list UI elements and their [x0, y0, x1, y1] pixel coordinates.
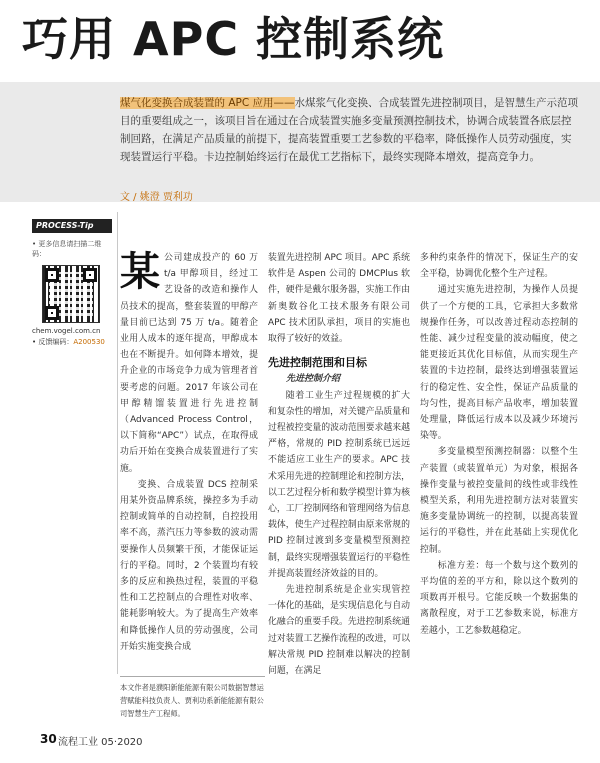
column-1: [120, 250, 258, 655]
process-tip-box: [32, 219, 112, 347]
col1-paragraph-1: 公司建成投产的 60 万 t/a 甲醇项目，经过工艺设备的改造和操作人员技术的提高，整套装置的甲醇产量目前已达到 75 万 t/a。随着企业用人成本的逐年提高，甲醇成本也在不断提升。如何降本增效，提升企业的市场竞争力成为管理者首要考虑的问题。2017 年该公司在甲醇精馏装置进行先进控制（Advanced Process Control，以下简称“APC”）试点，在取得成功后开始在变换合成装置进行了实施。: [120, 253, 258, 474]
article-title: 巧用 APC 控制系统: [22, 12, 445, 66]
byline: 文 / 姚澄 贾利功: [120, 192, 193, 203]
col2-paragraph-2: 随着工业生产过程规模的扩大和复杂性的增加，对关键产品质量和过程被控变量的波动范围要求越来越严格，常规的 PID 控制系统已远远不能适应工业生产的要求。APC 技术采用先进的控制理论和控制方法，以工艺过程分析和数学模型计算为核心，工厂控制网络和管理网络为信息载体，使生产过程控制由原来常规的 PID 控制过渡到多变量模型预测控制，最终实现增强装置运行的平稳性并提高装置经济效益的目的。: [268, 390, 410, 579]
tip-code-label: • 反馈编码：: [32, 338, 74, 346]
tip-code-value: A200530: [73, 338, 105, 346]
subsection-heading: 先进控制介绍: [286, 374, 341, 385]
column-divider-left: [117, 212, 118, 674]
dropcap: 某: [120, 249, 160, 295]
column-2: [268, 250, 410, 679]
author-footnote: 本文作者是濮阳新能能源有限公司数据智慧运营赋能科技负责人、贾利功系新能能源有限公司智慧生产工程师。: [120, 676, 265, 720]
col3-paragraph-3: 多变量模型预测控制器：以整个生产装置（或装置单元）为对象，根据各操作变量与被控变量间的线性或非线性模型关系，利用先进控制方法对装置实施多变量协调统一的控制，以提高装置运行的平稳性，并在此基础上实现优化控制。: [420, 447, 578, 555]
section-heading: 先进控制范围和目标: [268, 356, 367, 370]
abstract: [120, 94, 580, 166]
qr-code-icon[interactable]: [42, 265, 100, 323]
col3-paragraph-2: 通过实施先进控制，为操作人员提供了一个方便的工具，它承担大多数常规操作任务，可以改善过程动态控制的性能、减少过程变量的波动幅度，使之能更接近其优化目标值，从而实现生产装置的卡边控制，最终达到增强装置运行的稳定性、安全性，保证产品质量的均匀性，提高目标产品收率，增加装置处理量，降低运行成本以及减少环境污染等。: [420, 285, 578, 442]
tip-header: PROCESS-Tip: [32, 219, 112, 233]
col2-paragraph-3: 先进控制系统是企业实现管控一体化的基础，是实现信息化与自动化融合的重要手段。先进控制系统通过对装置工艺操作流程的改进，可以解决常规 PID 控制难以解决的控制问题，在满足: [268, 585, 410, 677]
abstract-text: 水煤浆气化变换、合成装置先进控制项目，是智慧生产示范项目的重要组成之一，该项目旨在通过在合成装置实施多变量预测控制技术，协调合成装置各底层控制回路，在满足产品质量的前提下，提高装置重要工艺参数的平稳率，降低操作人员劳动强度，实现装置运行平稳。卡边控制始终运行在最优工艺指标下，最终实现降本增效，提高竞争力。: [120, 97, 579, 163]
tip-feedback-code: [32, 337, 112, 347]
col3-paragraph-1: 多种约束条件的情况下，保证生产的安全平稳，协调优化整个生产过程。: [420, 253, 578, 280]
page-number: 30: [40, 732, 57, 746]
magazine-issue: 流程工业 05·2020: [58, 737, 143, 748]
col3-paragraph-4: 标准方差：每一个数与这个数列的平均值的差的平方和，除以这个数列的项数再开根号。它能反映一个数据集的离散程度，对于工艺参数来说，标准方差越小，工艺参数越稳定。: [420, 560, 578, 636]
abstract-lead: 煤气化变换合成装置的 APC 应用——: [120, 97, 295, 109]
col2-paragraph-1: 装置先进控制 APC 项目。APC 系统软件是 Aspen 公司的 DMCPlus 软件，硬件是戴尔服务器，实施工作由新奥数谷化工技术服务有限公司 APC 技术团队承担，项目的实施也取得了较好的效益。: [268, 253, 410, 345]
col1-paragraph-2: 变换、合成装置 DCS 控制采用某外资品牌系统，操控多为手动控制或简单的自动控制，自控投用率不高，蒸汽压力等参数的波动需要操作人员频繁干预，才能保证运行的平稳。同时，2 个装置均有较多的反应和换热过程，装置的平稳性和工艺控制点的合理性对收率、能耗影响较大。为了提高生产效率和降低操作人员的劳动强度，公司开始实施变换合成: [120, 479, 258, 652]
tip-url[interactable]: chem.vogel.com.cn: [32, 327, 101, 335]
tip-instruction: • 更多信息请扫描二维码：: [32, 240, 102, 258]
column-3: [420, 250, 578, 639]
